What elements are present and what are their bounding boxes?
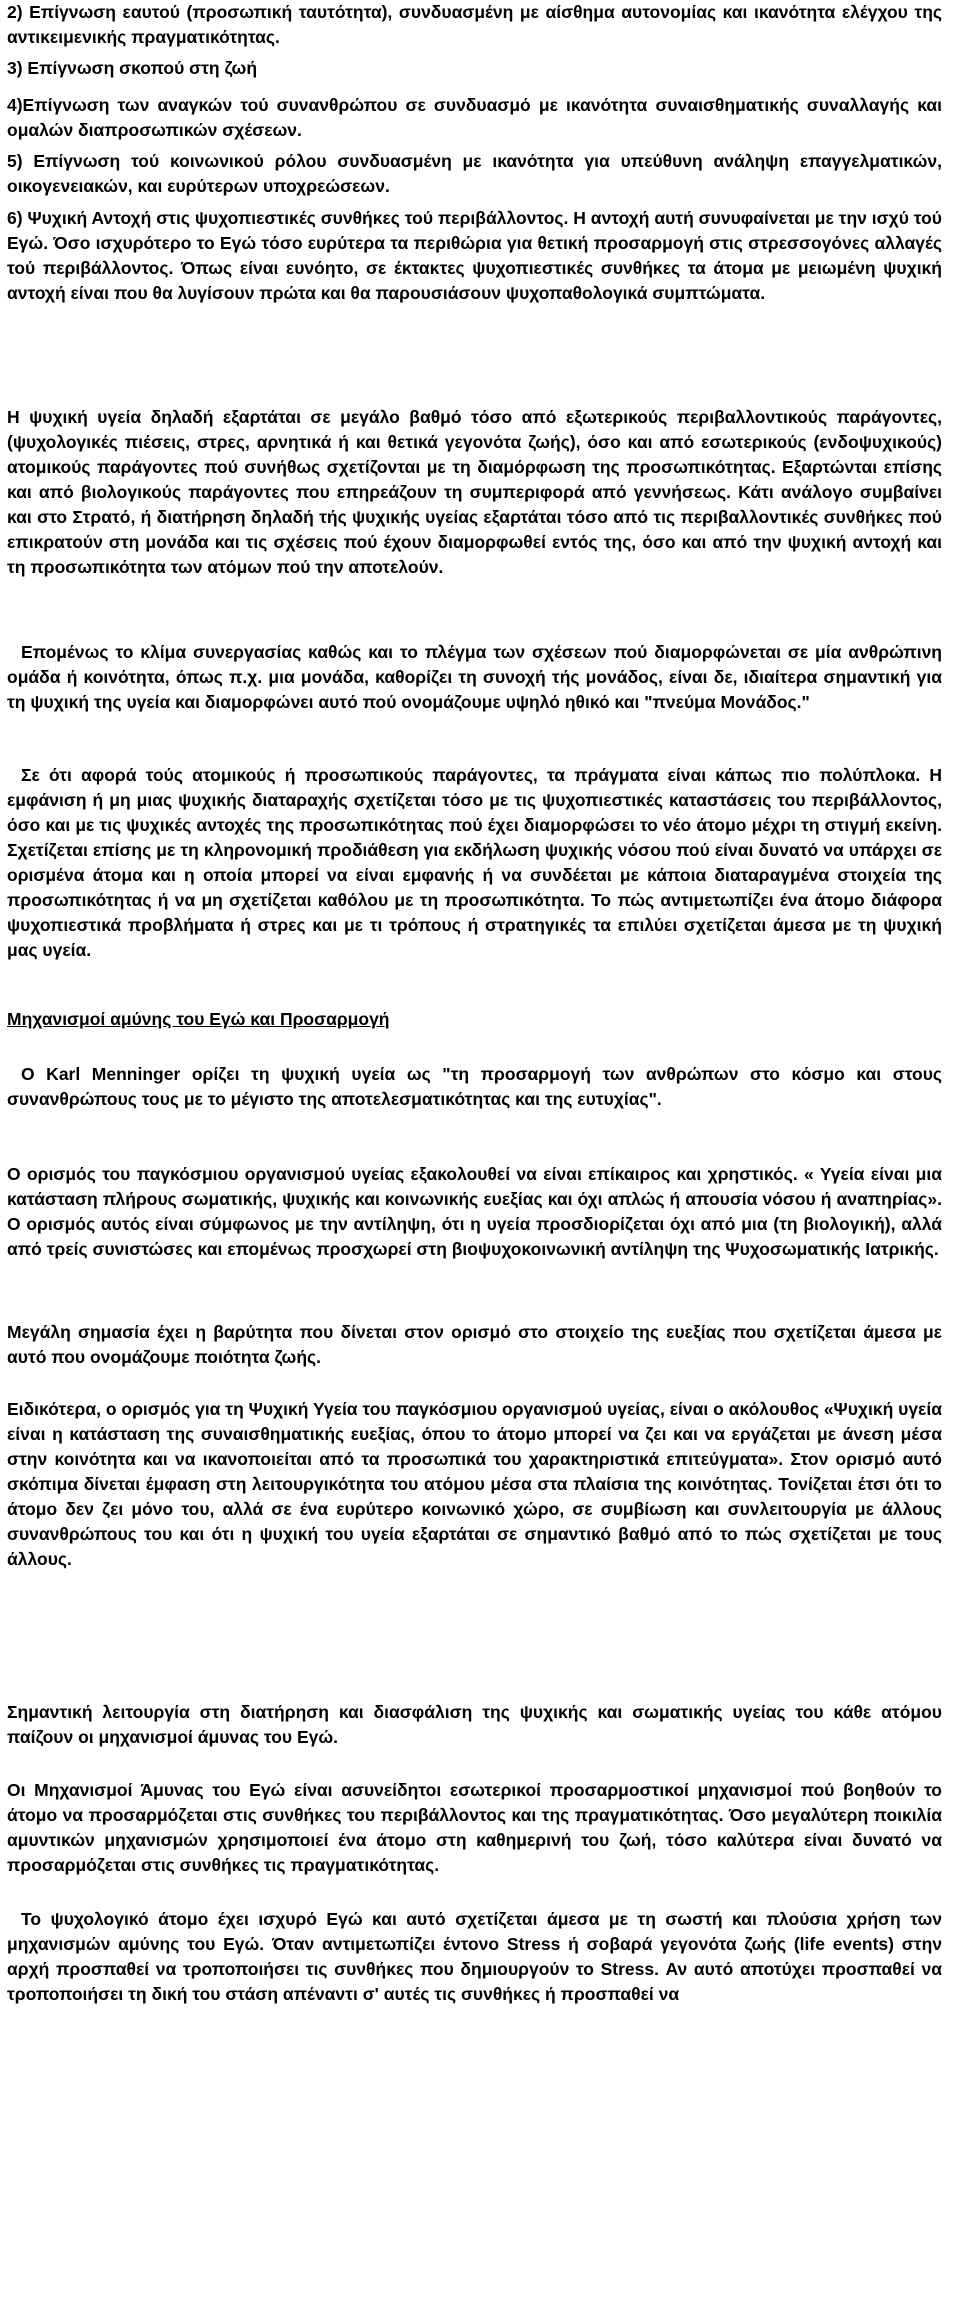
list-item-2: 2) Επίγνωση εαυτού (προσωπική ταυτότητα), συνδυασμένη με αίσθημα αυτονομίας και ικανότητα ελέγχου της αντικειμενικής πραγματικότητας. (7, 2, 942, 47)
list-item-6: 6) Ψυχική Αντοχή στις ψυχοπιεστικές συνθήκες τού περιβάλλοντος. Η αντοχή αυτή συνυφαίνεται με την ισχύ τού Εγώ. Όσο ισχυρότερο το Εγώ τόσο ευρύτερα τα περιθώρια για θετική προσαρμογή στις στρεσσογόνες αλλαγές τού περιβάλλοντος. Όπως είναι ευνόητο, σε έκτακτες ψυχοπιεστικές συνθήκες τα άτομα με μειωμένη ψυχική αντοχή είναι που θα λυγίσουν πρώτα και θα παρουσιάσουν ψυχοπαθολογικά συμπτώματα. (7, 208, 942, 303)
list-item-5: 5) Επίγνωση τού κοινωνικού ρόλου συνδυασμένη με ικανότητα για υπεύθυνη ανάληψη επαγγελματικών, οικογενειακών, και ευρύτερων υποχρεώσεων. (7, 151, 942, 196)
paragraph-defense-mechanisms: Οι Μηχανισμοί Άμυνας του Εγώ είναι ασυνείδητοι εσωτερικοί προσαρμοστικοί μηχανισμοί πού βοηθούν το άτομο να προσαρμόζεται στις συνθήκες του περιβάλλοντος και της πραγματικότητας. Όσο μεγαλύτερη ποικιλία αμυντικών μηχανισμών χρησιμοποιεί ένα άτομο στη καθημερινή του ζωή, τόσο καλύτερα είναι δυνατό να προσαρμόζεται στις συνθήκες τις πραγματικότητας. (7, 1780, 942, 1875)
paragraph-mental-health-definition: Ειδικότερα, ο ορισμός για τη Ψυχική Υγεία του παγκόσμιου οργανισμού υγείας, είναι ο ακόλουθος «Ψυχική υγεία είναι η κατάσταση της συναισθηματικής ευεξίας, όπου το άτομο μπορεί να ζει και να εργάζεται με άνεση μέσα στην κοινότητα και να ικανοποιείται από τα προσωπικά του χαρακτηριστικά επιτεύγματα». Στον ορισμό αυτό σκόπιμα δίνεται έμφαση στη λειτουργικότητα του ατόμου μέσα στα πλαίσια της κοινότητας. Τονίζεται έτσι ότι το άτομο δεν ζει μόνο του, αλλά σε ένα ευρύτερο κοινωνικό χώρο, σε συμβίωση και συνλειτουργία με άλλους συνανθρώπους του και ότι η ψυχική του υγεία εξαρτάται σε σημαντικό βαθμό από το πώς σχετίζεται με τους άλλους. (7, 1399, 942, 1569)
paragraph-who-definition: Ο ορισμός του παγκόσμιου οργανισμού υγείας εξακολουθεί να είναι επίκαιρος και χρηστικός. « Υγεία είναι μια κατάσταση πλήρους σωματικής, ψυχικής και κοινωνικής ευεξίας και όχι απλώς ή απουσία νόσου ή αναπηρίας». Ο ορισμός αυτός είναι σύμφωνος με την αντίληψη, ότι η υγεία προσδιορίζεται όχι από μια (τη βιολογική), αλλά από τρείς συνιστώσες και επομένως προσχωρεί στη βιοψυχοκοινωνική αντίληψη της Ψυχοσωματικής Ιατρικής. (7, 1164, 942, 1259)
paragraph-individual-factors: Σε ότι αφορά τούς ατομικούς ή προσωπικούς παράγοντες, τα πράγματα είναι κάπως πιο πολύπλοκα. Η εμφάνιση ή μη μιας ψυχικής διαταραχής σχετίζεται τόσο με τις ψυχοπιεστικές καταστάσεις του περιβάλλοντος, όσο και με τις ψυχικές αντοχές της προσωπικότητας πού έχει διαμορφώσει το νέο άτομο μέχρι τη στιγμή εκείνη. Σχετίζεται επίσης με τη κληρονομική προδιάθεση για εκδήλωση ψυχικής νόσου πού είναι δυνατό να υπάρχει σε ορισμένα άτομα και η οποία μπορεί να είναι εμφανής ή να συνδέεται με κάποια διαταραγμένα στοιχεία της προσωπικότητας ή να μη σχετίζεται καθόλου με τη προσωπικότητα. Το πώς αντιμετωπίζει ένα άτομο διάφορα ψυχοπιεστικά προβλήματα ή στρες και με τι τρόπους ή στρατηγικές τα επιλύει σχετίζεται άμεσα με τη ψυχική μας υγεία. (7, 765, 942, 960)
paragraph-cooperation-climate: Επομένως το κλίμα συνεργασίας καθώς και το πλέγμα των σχέσεων πού διαμορφώνεται σε μία ανθρώπινη ομάδα ή κοινότητα, όπως π.χ. μια μονάδα, καθορίζει τη συνοχή τής μονάδος, είναι δε, ιδιαίτερα σημαντική για τη ψυχική της υγεία και διαμορφώνει αυτό πού ονομάζουμε υψηλό ηθικό και "πνεύμα Μονάδος." (7, 642, 942, 712)
list-item-4: 4)Επίγνωση των αναγκών τού συνανθρώπου σε συνδυασμό με ικανότητα συναισθηματικής συναλλαγής και ομαλών διαπροσωπικών σχέσεων. (7, 95, 942, 140)
paragraph-menninger: Ο Karl Menninger ορίζει τη ψυχική υγεία ως "τη προσαρμογή των ανθρώπων στο κόσμο και στους συνανθρώπους τους με το μέγιστο της αποτελεσματικότητας και της ευτυχίας". (7, 1064, 942, 1109)
section-heading: Μηχανισμοί αμύνης του Εγώ και Προσαρμογή (7, 1009, 390, 1029)
paragraph-defense-mechanisms-role: Σημαντική λειτουργία στη διατήρηση και διασφάλιση της ψυχικής και σωματικής υγείας του κάθε ατόμου παίζουν οι μηχανισμοί άμυνας του Εγώ. (7, 1702, 942, 1747)
paragraph-psychological-person: Το ψυχολογικό άτομο έχει ισχυρό Εγώ και αυτό σχετίζεται άμεσα με τη σωστή και πλούσια χρήση των μηχανισμών αμύνης του Εγώ. Όταν αντιμετωπίζει έντονο Stress ή σοβαρά γεγονότα ζωής (life events) στην αρχή προσπαθεί να τροποποιήσει τις συνθήκες που δημιουργούν το Stress. Αν αυτό αποτύχει προσπαθεί να τροποποιήσει τη δική του στάση απέναντι σ' αυτές τις συνθήκες ή προσπαθεί να (7, 1909, 942, 2004)
paragraph-health-factors: Η ψυχική υγεία δηλαδή εξαρτάται σε μεγάλο βαθμό τόσο από εξωτερικούς περιβαλλοντικούς παράγοντες, (ψυχολογικές πιέσεις, στρες, αρνητικά ή και θετικά γεγονότα ζωής), όσο και από εσωτερικούς (ενδοψυχικούς) ατομικούς παράγοντες πού συνήθως σχετίζονται με τη διαμόρφωση της προσωπικότητας. Εξαρτώνται επίσης και από βιολογικούς παράγοντες που επηρεάζουν τη συμπεριφορά από γεννήσεως. Κάτι ανάλογο συμβαίνει και στο Στρατό, ή διατήρηση δηλαδή τής ψυχικής υγείας εξαρτάται τόσο από τις περιβαλλοντικές συνθήκες πού επικρατούν στη μονάδα και τις σχέσεις πού έχουν διαμορφωθεί εντός της, όσο και από την ψυχική αντοχή και τη προσωπικότητα των ατόμων πού την αποτελούν. (7, 407, 942, 577)
list-item-3: 3) Επίγνωση σκοπού στη ζωή (7, 58, 258, 78)
paragraph-importance: Μεγάλη σημασία έχει η βαρύτητα που δίνεται στον ορισμό στο στοιχείο της ευεξίας που σχετίζεται άμεσα με αυτό που ονομάζουμε ποιότητα ζωής. (7, 1322, 942, 1367)
